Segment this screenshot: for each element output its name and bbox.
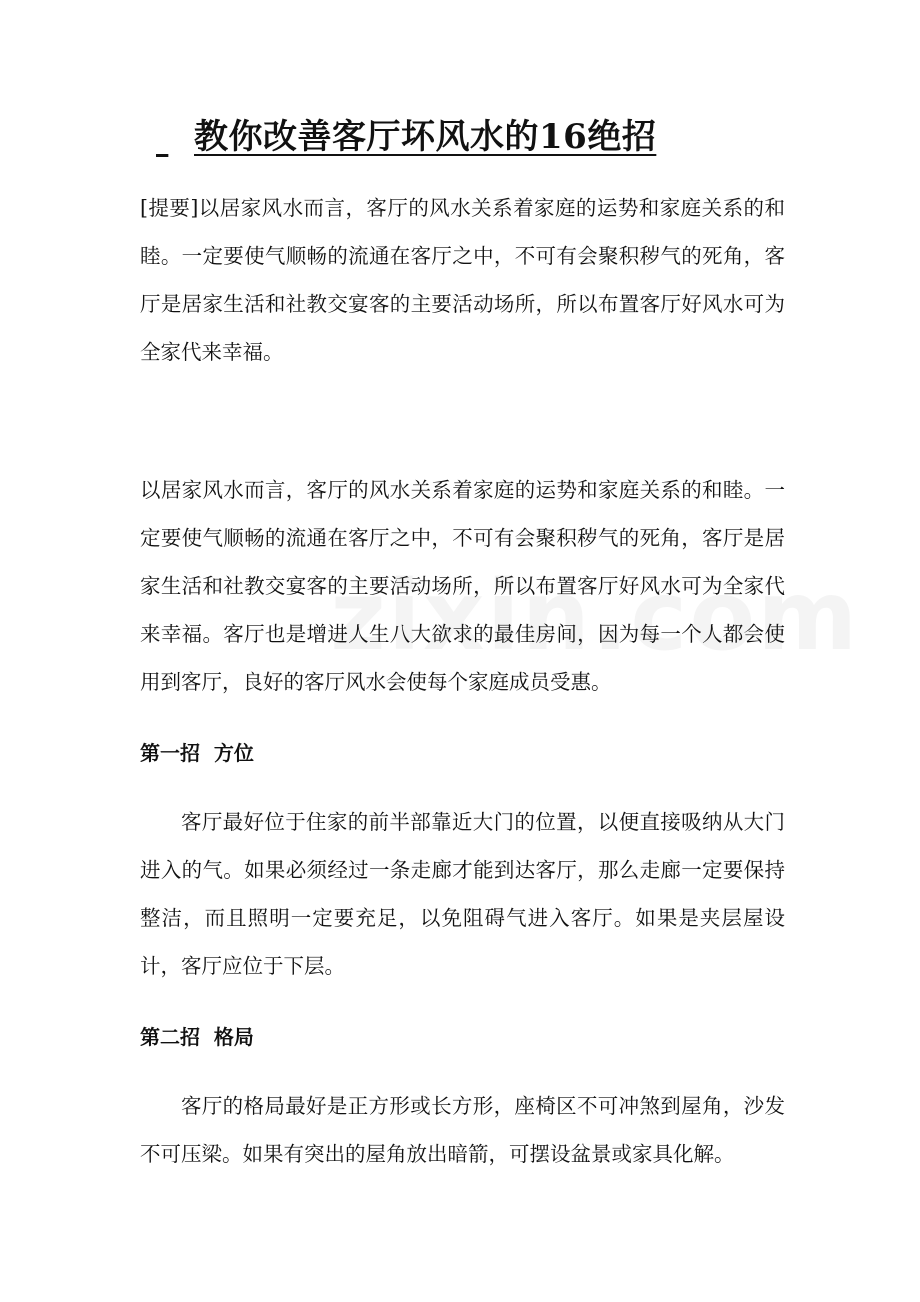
section-body-2: 客厅的格局最好是正方形或长方形，座椅区不可冲煞到屋角，沙发不可压梁。如果有突出的屋角放出暗箭，可摆设盆景或家具化解。 <box>140 1094 785 1166</box>
title-leading-space <box>156 114 194 160</box>
document-title <box>156 114 656 160</box>
summary-paragraph: [提要]以居家风水而言，客厅的风水关系着家庭的运势和家庭关系的和睦。一定要使气顺畅的流通在客厅之中，不可有会聚积秽气的死角，客厅是居家生活和社教交宴客的主要活动场所，所以布置客厅好风水可为全家代来幸福。 <box>140 196 785 364</box>
section-body-1: 客厅最好位于住家的前半部靠近大门的位置，以便直接吸纳从大门进入的气。如果必须经过一条走廊才能到达客厅，那么走廊一定要保持整洁，而且照明一定要充足，以免阻碍气进入客厅。如果是夹层屋设计，客厅应位于下层。 <box>140 810 785 978</box>
document-title-text: 教你改善客厅坏风水的16绝招 <box>194 117 657 157</box>
section-heading-2: 第二招 格局 <box>140 1025 254 1049</box>
intro-paragraph: 以居家风水而言，客厅的风水关系着家庭的运势和家庭关系的和睦。一定要使气顺畅的流通在客厅之中，不可有会聚积秽气的死角，客厅是居家生活和社教交宴客的主要活动场所，所以布置客厅好风水可为全家代来幸福。客厅也是增进人生八大欲求的最佳房间，因为每一个人都会使用到客厅，良好的客厅风水会使每个家庭成员受惠。 <box>140 478 785 694</box>
section-heading-1: 第一招 方位 <box>140 741 254 765</box>
